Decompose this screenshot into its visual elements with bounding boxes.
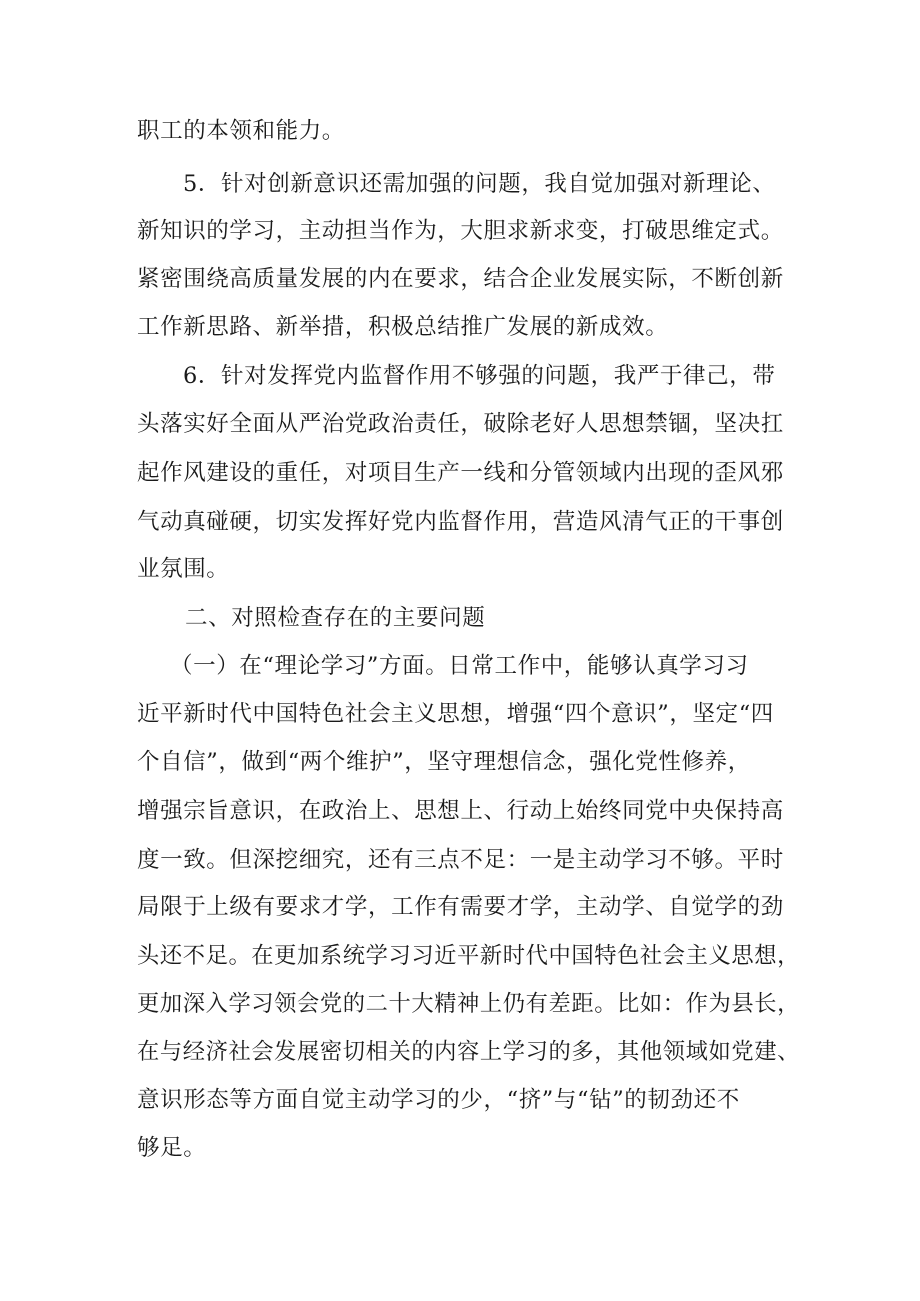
text-line: 头还不足。在更加系统学习习近平新时代中国特色社会主义思想， [137, 943, 800, 969]
text-line: 职工的本领和能力。 [137, 118, 345, 144]
text-line: 个自信”，做到“两个维护”，坚守理想信念，强化党性修养， [137, 749, 751, 775]
text-line: 头落实好全面从严治党政治责任，破除老好人思想禁锢，坚决扛 [137, 411, 784, 437]
text-line: 紧密围绕高质量发展的内在要求，结合企业发展实际，不断创新 [137, 266, 784, 292]
section-heading: 二、对照检查存在的主要问题 [185, 605, 486, 631]
text-line: 在与经济社会发展密切相关的内容上学习的多，其他领域如党建、 [137, 1039, 800, 1065]
text-line: 够足。 [137, 1135, 207, 1161]
text-line: 业氛围。 [137, 556, 230, 582]
text-line: 增强宗旨意识，在政治上、思想上、行动上始终同党中央保持高 [137, 798, 784, 824]
text-line: 度一致。但深挖细究，还有三点不足：一是主动学习不够。平时 [137, 847, 784, 873]
text-line: 近平新时代中国特色社会主义思想，增强“四个意识”，坚定“四 [137, 701, 774, 727]
text-line: 工作新思路、新举措，积极总结推广发展的新成效。 [137, 314, 669, 340]
text-line: （一）在“理论学习”方面。日常工作中，能够认真学习习 [170, 653, 749, 679]
text-line: 意识形态等方面自觉主动学习的少，“挤”与“钻”的韧劲还不 [137, 1087, 740, 1113]
text-line: 气动真碰硬，切实发挥好党内监督作用，营造风清气正的干事创 [137, 509, 784, 535]
text-line: 新知识的学习，主动担当作为，大胆求新求变，打破思维定式。 [137, 218, 784, 244]
text-line: 起作风建设的重任，对项目生产一线和分管领域内出现的歪风邪 [137, 460, 784, 486]
text-line: 局限于上级有要求才学，工作有需要才学，主动学、自觉学的劲 [137, 894, 784, 920]
text-line: 5．针对创新意识还需加强的问题，我自觉加强对新理论、 [183, 171, 776, 197]
text-line: 6．针对发挥党内监督作用不够强的问题，我严于律己，带 [183, 363, 776, 389]
text-line: 更加深入学习领会党的二十大精神上仍有差距。比如：作为县长， [137, 991, 800, 1017]
